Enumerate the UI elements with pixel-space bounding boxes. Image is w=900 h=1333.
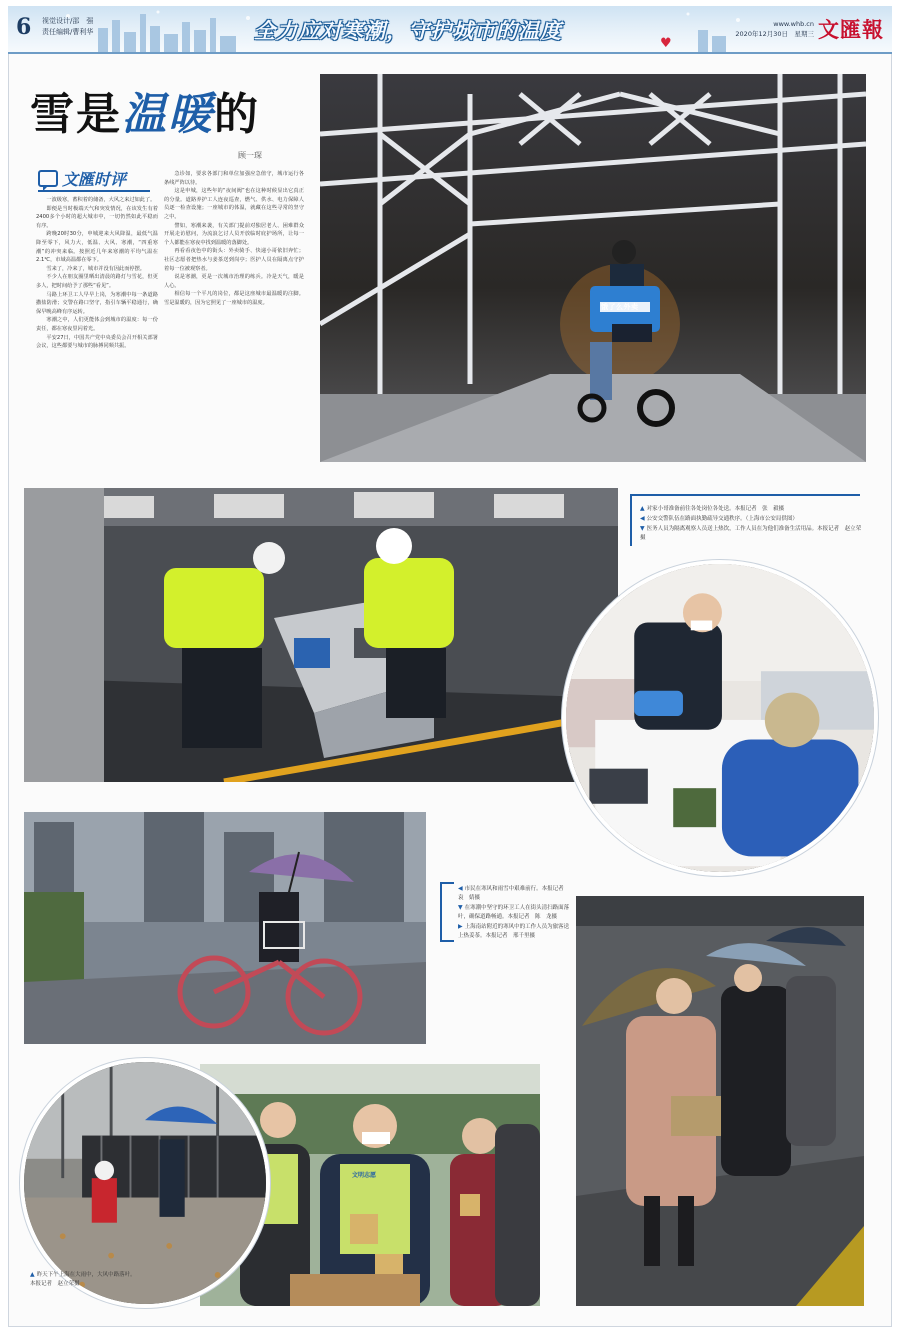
paragraph: 寒潮之中，人们更能体会到城市的温度：每一份责任，都在寒夜里闪着光。 [36, 317, 158, 332]
speech-bubble-icon [38, 170, 58, 187]
paragraph: 跨晚20时30分，申城迎来大风降温，最低气温降至零下，风力大，低温、大风、寒潮，“四重寒潮”的冲突来临。按照近几年来寒潮的平均气温在2.1℃，市域高温都在零下。 [36, 231, 158, 264]
paragraph: 不少人在朋友圈里晒出清晨的路灯与雪花，但更多人，把时间给予了那些“看见”。 [36, 274, 158, 289]
paragraph: 平安27日，中国共产党中央委员会召开相关部署会议，这些都要与城市的脉搏同频共振。 [36, 334, 158, 350]
paragraph: 一波级寒，蓄积着的储备，大风之来过如此了。 [46, 197, 156, 203]
paragraph: 雪来了，冷来了，城市并没有因此而停摆。 [46, 265, 145, 272]
article-column-1 [36, 196, 158, 472]
headline-accent-word: 温暖 [122, 89, 214, 140]
byline: 顾一琛 [238, 151, 262, 160]
article-headline: 雪是温暖的 [30, 89, 260, 140]
triangle-left-icon: ◀ [640, 515, 645, 522]
paragraph: 即便是当时极端天气和突发情况，在该发生有着2400多个小时的超大城市中，一切仍然如此平稳而有序。 [36, 205, 158, 229]
paragraph: 马路上环卫工人早早上岗，为寒潮中每一条道路撒盐防滑；交警在路口坚守，指引车辆平稳通行，确保早晚高峰有序运转。 [36, 291, 158, 315]
paragraph: 这是申城，这些年的“夜间阀”也在这种时候显出它真正的分量。道路养护工人连夜巡查，燃气、供水、电力保障人员逐一检查设施；一座城市的体温，就藏在这些寻常的坚守之中。 [164, 188, 304, 220]
triangle-left-icon: ◀ [458, 885, 463, 892]
heart-icon: ♥ [660, 36, 672, 51]
newspaper-masthead: 文匯報 [818, 17, 884, 42]
column-rule [38, 190, 150, 192]
editor-credits: 视觉设计/邵 强 责任编辑/曹利华 [42, 17, 94, 36]
website-url: www.whb.cn [773, 20, 814, 28]
triangle-down-icon: ▼ [640, 525, 645, 532]
column-tag: 文匯时评 [38, 167, 126, 189]
triangle-right-icon: ▶ [458, 923, 463, 930]
photo-medical-staff-circle [562, 560, 878, 876]
caption-middle-block: ◀ 市民在寒风和雨雪中艰难前行。本报记者 袁 婧摄 ▼ 在寒潮中坚守的环卫工人在街头清扫路面落叶，确保道路畅通。本报记者 陈 龙摄 ▶ 上海南站附近的寒风中的工作人员为旅客送上热姜茶。本报记者 邢千里摄 [458, 885, 570, 939]
paragraph: 相信每一个平凡的岗位，都是这座城市最温暖的注脚。雪是温暖的，因为它照见了一座城市的温度。 [164, 291, 304, 306]
issue-date [722, 19, 814, 39]
bridge-scene [320, 74, 866, 462]
publication-date: 2020年12月30日 星期三 [735, 30, 814, 38]
triangle-up-icon: ▲ [640, 505, 645, 512]
paragraph: 说是寒潮，更是一次城市治理的练兵。冷是天气，暖是人心。 [164, 274, 304, 289]
caption-bottom-left: ▲ 昨天下午上海在大雨中，大风中路落叶。 本报记者 赵立荣摄 [30, 1271, 136, 1287]
caption-right-block: ▲ 对家小哥准备前往各处岗位各处送。本报记者 张 毅摄 ◀ 公安交警队伍在路面执勤疏导交通秩序。（上海市公安局供图） ▼ 医务人员为隔离观察人员送上热饮，工作人员在为他们准备生活用品。本报记者 赵立荣摄 [640, 505, 862, 541]
caption-bracket [440, 882, 454, 942]
paragraph: 再看看夜色中的街头：外卖骑手、快递小哥依旧奔忙；社区志愿者把热水与姜茶送到岗亭；医护人员在隔离点守护着每一位被观察者。 [164, 248, 304, 272]
page-number: 6 [16, 14, 32, 40]
paragraph: 譬如，寒潮来袭，有关部门提前对独居老人、困难群众开展走访慰问，为流浪乞讨人员开放临时庇护场所，让每一个人都能在寒夜中找到温暖的落脚处。 [164, 222, 304, 246]
delivery-box-label: 饿了么外卖 [601, 303, 639, 311]
photo-pedestrians-umbrellas [576, 896, 864, 1306]
park-scene [24, 1062, 266, 1304]
photo-police-moving-bin [24, 488, 618, 782]
article-column-2 [164, 170, 304, 472]
rainy-street-scene [24, 812, 426, 1044]
underpass-scene [576, 896, 864, 1306]
page-header [8, 6, 892, 54]
section-banner-title: 全力应对寒潮，守护城市的温度 [254, 19, 562, 43]
triangle-up-icon: ▲ [30, 1271, 35, 1278]
photo-delivery-rider-bridge [320, 74, 866, 462]
paragraph: 急诊如，要求各部门和单位加强应急值守，城市运行各条线严阵以待。 [164, 171, 304, 186]
street-scene [24, 488, 618, 782]
vest-label: 文明志愿 [352, 1172, 377, 1179]
triangle-down-icon: ▼ [458, 904, 463, 911]
photo-cyclist-umbrella [24, 812, 426, 1044]
medical-scene [566, 564, 874, 872]
